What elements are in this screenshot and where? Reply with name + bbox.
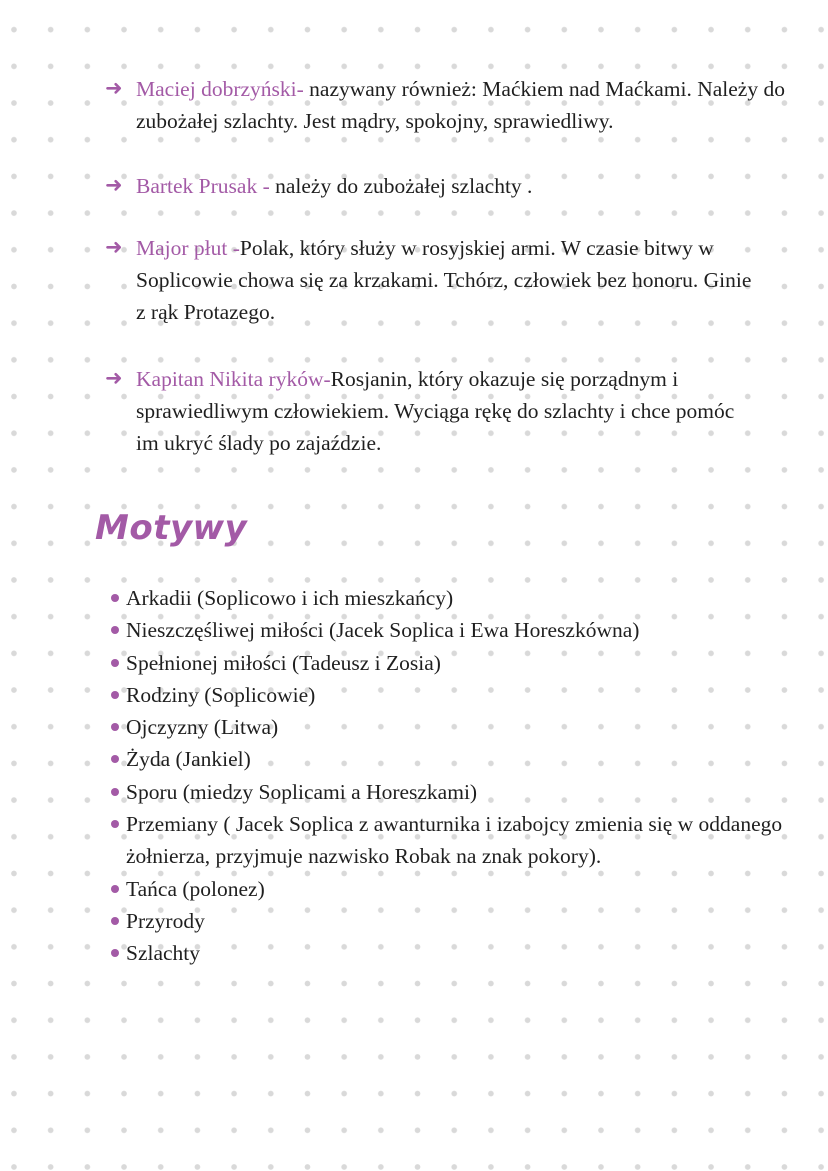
arrow-icon: ➜	[105, 235, 123, 259]
bullet-icon	[111, 820, 119, 828]
character-description: Rosjanin, który okazuje się porządnym i sprawiedliwym człowiekiem. Wyciąga rękę do szlachty i chce pomóc im ukryć ślady po zajaździe.	[136, 367, 735, 455]
bullet-icon	[111, 917, 119, 925]
motif-text: Przyrody	[126, 908, 205, 933]
bullet-icon	[111, 723, 119, 731]
character-text	[136, 232, 765, 328]
motif-text: Sporu (miedzy Soplicami a Horeszkami)	[126, 779, 478, 804]
bullet-icon	[111, 755, 119, 763]
character-text	[136, 170, 795, 202]
character-name: Bartek Prusak -	[136, 174, 276, 198]
list-item	[108, 905, 788, 937]
arrow-icon: ➜	[105, 173, 123, 197]
motif-text: Żyda (Jankiel)	[126, 747, 251, 772]
motifs-heading: Motywy	[95, 508, 248, 548]
bullet-icon	[111, 885, 119, 893]
list-item	[108, 614, 788, 646]
list-item	[108, 743, 788, 775]
bullet-icon	[111, 659, 119, 667]
character-description: nazywany również: Maćkiem nad Maćkami. Należy do zubożałej szlachty. Jest mądry, spokojny, sprawiedliwy.	[136, 77, 785, 133]
motif-text: Nieszczęśliwej miłości (Jacek Soplica i Ewa Horeszkówna)	[126, 618, 640, 643]
bullet-icon	[111, 626, 119, 634]
motif-text: Rodziny (Soplicowie)	[126, 682, 316, 707]
list-item	[108, 582, 788, 614]
list-item	[108, 679, 788, 711]
list-item	[108, 711, 788, 743]
list-item	[108, 808, 788, 873]
motif-text: Arkadii (Soplicowo i ich mieszkańcy)	[126, 586, 454, 610]
list-item	[108, 937, 788, 969]
character-entry	[105, 363, 760, 459]
bullet-icon	[111, 788, 119, 796]
arrow-icon: ➜	[105, 76, 123, 100]
character-description: należy do zubożałej szlachty .	[275, 174, 533, 198]
character-text	[136, 73, 795, 137]
list-item	[108, 873, 788, 905]
list-item	[108, 776, 788, 808]
arrow-icon: ➜	[105, 366, 123, 390]
motif-text: Spełnionej miłości (Tadeusz i Zosia)	[126, 650, 441, 675]
motif-text: Ojczyzny (Litwa)	[126, 715, 279, 740]
motif-text: Przemiany ( Jacek Soplica z awanturnika i izabojcy zmienia się w oddanego żołnierza, przyjmuje nazwisko Robak na znak pokory).	[126, 812, 783, 869]
motif-text: Szlachty	[126, 941, 201, 966]
motif-text: Tańca (polonez)	[126, 876, 265, 901]
character-text	[136, 363, 760, 459]
character-entry	[105, 73, 795, 137]
motifs-list	[108, 582, 788, 970]
character-name: Maciej dobrzyński-	[136, 77, 310, 101]
bullet-icon	[111, 949, 119, 957]
character-entry	[105, 232, 765, 328]
character-name: Kapitan Nikita ryków-	[136, 367, 331, 391]
character-name: Major płut -	[136, 236, 240, 260]
character-description: Polak, który służy w rosyjskiej armi. W czasie bitwy w Soplicowie chowa się za krzakami. Tchórz, człowiek bez honoru. Ginie z rąk Protazego.	[136, 236, 752, 324]
bullet-icon	[111, 594, 119, 602]
bullet-icon	[111, 691, 119, 699]
character-entry	[105, 170, 795, 202]
list-item	[108, 647, 788, 679]
